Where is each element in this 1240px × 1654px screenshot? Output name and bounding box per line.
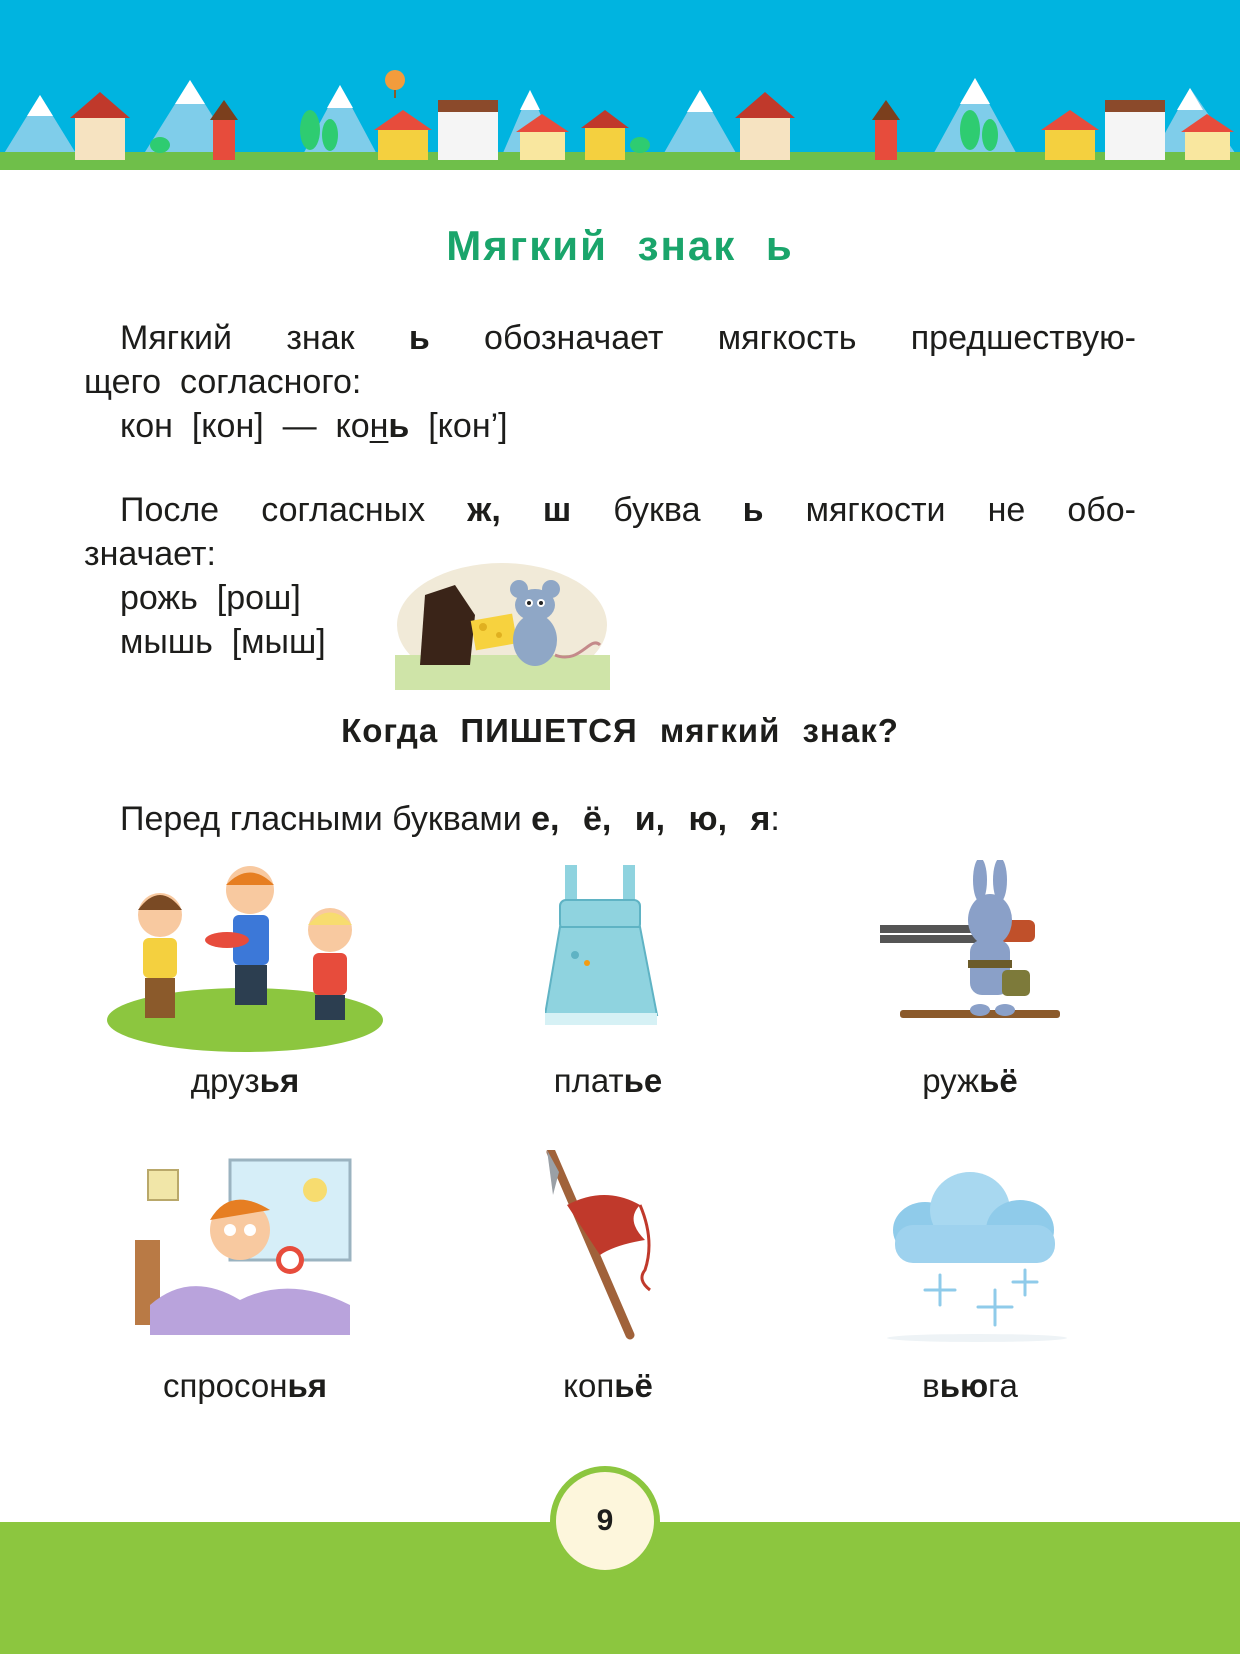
example-mysh: мышь [мыш]: [120, 623, 326, 661]
page-number: 9: [550, 1466, 660, 1576]
word-sprosonya: спросонья: [162, 1367, 328, 1404]
section-heading: Когда ПИШЕТСЯ мягкий знак?: [341, 712, 899, 749]
sleepy-boy-illustration: [130, 1150, 355, 1345]
friends-illustration: [105, 860, 385, 1055]
word-kopyo: копьё: [563, 1367, 653, 1404]
rule-line-1: Мягкий знак ь обозначает мягкость предшествую-: [120, 319, 1136, 357]
header-village-banner: [0, 0, 1240, 170]
example-rozh: рожь [рош]: [120, 579, 301, 617]
rule-line-2: значает:: [84, 535, 216, 573]
rule-paragraph-zh-sh: [84, 488, 1136, 664]
rule-line-2: щего согласного:: [84, 363, 362, 401]
word-ruzhyo: ружьё: [922, 1062, 1018, 1099]
page-title: Мягкий знак ь: [446, 222, 794, 269]
vowels-line: Перед гласными буквами е, ё, и, ю, я:: [120, 800, 780, 838]
word-platye: платье: [553, 1062, 663, 1099]
spear-illustration: [545, 1150, 690, 1340]
word-druzya: друзья: [190, 1062, 300, 1099]
vowel-list: е, ё, и, ю, я: [531, 800, 771, 838]
example-kon: кон [кон] — конь [кон’]: [120, 407, 508, 445]
mouse-cheese-illustration: [395, 555, 610, 690]
rule-line-1: После согласных ж, ш буква ь мягкости не обо-: [120, 491, 1137, 529]
word-vyuga: вьюга: [922, 1367, 1018, 1404]
dress-illustration: [545, 865, 665, 1030]
rule-paragraph-soft-sign: [84, 316, 1136, 448]
snow-cloud-illustration: [885, 1170, 1070, 1345]
hunting-hare-illustration: [880, 860, 1070, 1030]
